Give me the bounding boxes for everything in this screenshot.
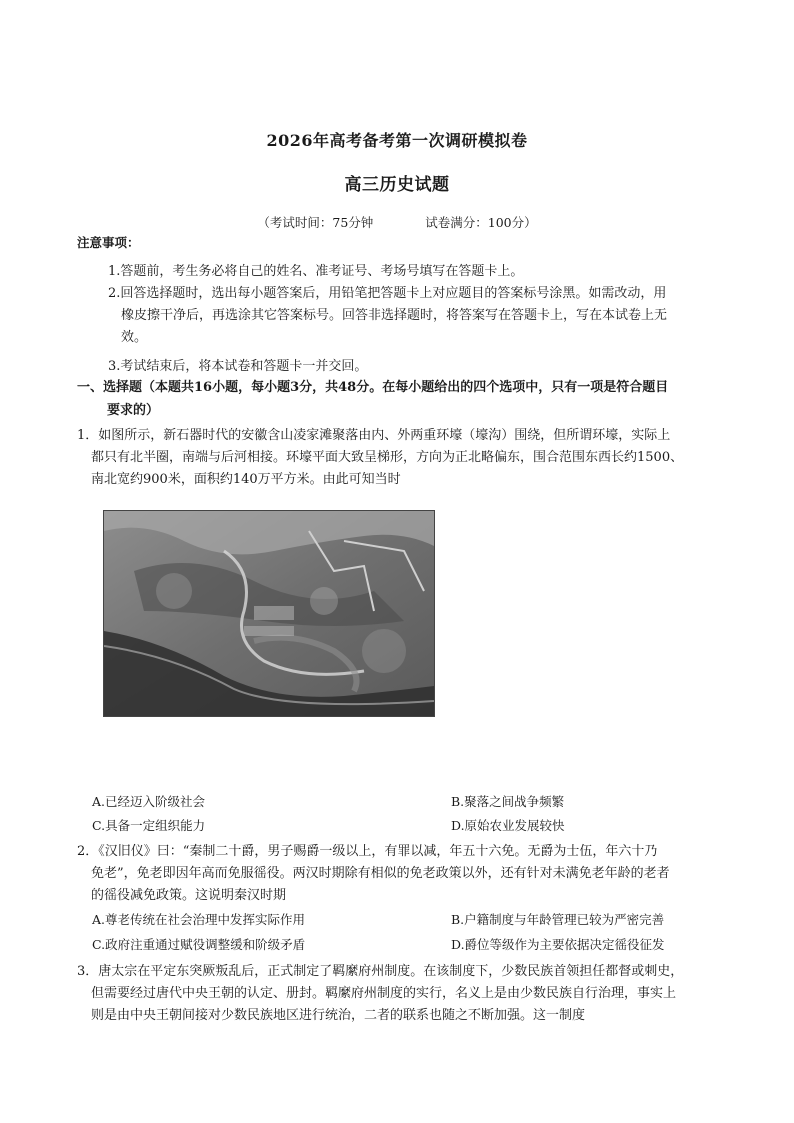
q2-option-d: D.爵位等级作为主要依据决定徭役征发 bbox=[451, 937, 665, 952]
note-item-1: 1.答题前，考生务必将自己的姓名、准考证号、考场号填写在答题卡上。 bbox=[108, 264, 524, 279]
notes-heading: 注意事项： bbox=[77, 235, 140, 250]
lingjiatan-aerial-photo bbox=[103, 510, 435, 717]
question-1-line-3: 南北宽约900米，面积约140万平方米。由此可知当时 bbox=[91, 472, 401, 487]
question-2-line-3: 的徭役减免政策。这说明秦汉时期 bbox=[91, 888, 287, 903]
q2-option-b: B.户籍制度与年龄管理已较为严密完善 bbox=[451, 912, 665, 927]
section-heading bbox=[77, 376, 727, 422]
question-1 bbox=[77, 425, 732, 491]
note-item-2-end: 效。 bbox=[121, 330, 148, 345]
question-2-line-2: 免老”，免老即因年高而免服徭役。两汉时期除有相似的免老政策以外，还有针对未满免老年龄的老者 bbox=[91, 866, 670, 881]
question-3-line-2: 但需要经过唐代中央王朝的认定、册封。羁縻府州制度的实行，名义上是由少数民族自行治理，事实上 bbox=[91, 986, 677, 1001]
note-item-2: 2.回答选择题时，选出每小题答案后，用铅笔把答题卡上对应题目的答案标号涂黑。如需改动，用 bbox=[108, 286, 667, 301]
question-2 bbox=[77, 841, 732, 907]
q2-option-c: C.政府注重通过赋役调整缓和阶级矛盾 bbox=[92, 937, 306, 952]
question-3 bbox=[77, 961, 732, 1027]
q1-option-b: B.聚落之间战争频繁 bbox=[451, 794, 565, 809]
question-3-line-3: 则是由中央王朝间接对少数民族地区进行统治，二者的联系也随之不断加强。这一制度 bbox=[91, 1008, 586, 1023]
q1-option-a: A.已经迈入阶级社会 bbox=[92, 794, 206, 809]
note-item-3: 3.考试结束后，将本试卷和答题卡一并交回。 bbox=[108, 359, 368, 374]
question-3-line-1: 3．唐太宗在平定东突厥叛乱后，正式制定了羁縻府州制度。在该制度下，少数民族首领担任都督或刺史， bbox=[77, 964, 684, 979]
section-heading-line1: 一、选择题（本题共16小题，每小题3分，共48分。在每小题给出的四个选项中，只有一项是符合题目 bbox=[77, 380, 669, 395]
question-1-line-1: 1．如图所示，新石器时代的安徽含山凌家滩聚落由内、外两重环壕（壕沟）围绕，但所谓环壕，实际上 bbox=[77, 428, 671, 443]
full-score: 试卷满分：100分） bbox=[425, 215, 537, 230]
section-heading-line2: 要求的） bbox=[107, 403, 160, 418]
exam-info bbox=[0, 213, 794, 231]
q2-option-a: A.尊老传统在社会治理中发挥实际作用 bbox=[92, 912, 306, 927]
q1-option-d: D.原始农业发展较快 bbox=[451, 818, 565, 833]
exam-subtitle: 高三历史试题 bbox=[344, 175, 450, 195]
note-item-2-cont: 橡皮擦干净后，再选涂其它答案标号。回答非选择题时，将答案写在答题卡上，写在本试卷上无 bbox=[121, 308, 668, 323]
q1-option-c: C.具备一定组织能力 bbox=[92, 818, 206, 833]
question-1-line-2: 都只有北半圈，南端与后河相接。环壕平面大致呈梯形，方向为正北略偏东，围合范围东西长约1500、 bbox=[91, 450, 684, 465]
exam-title: 2026年高考备考第一次调研模拟卷 bbox=[266, 131, 528, 150]
exam-time: （考试时间：75分钟 bbox=[257, 215, 374, 230]
question-2-line-1: 2．《汉旧仪》曰：“秦制二十爵，男子赐爵一级以上，有罪以减，年五十六免。无爵为士伍，年六十乃 bbox=[77, 844, 658, 859]
